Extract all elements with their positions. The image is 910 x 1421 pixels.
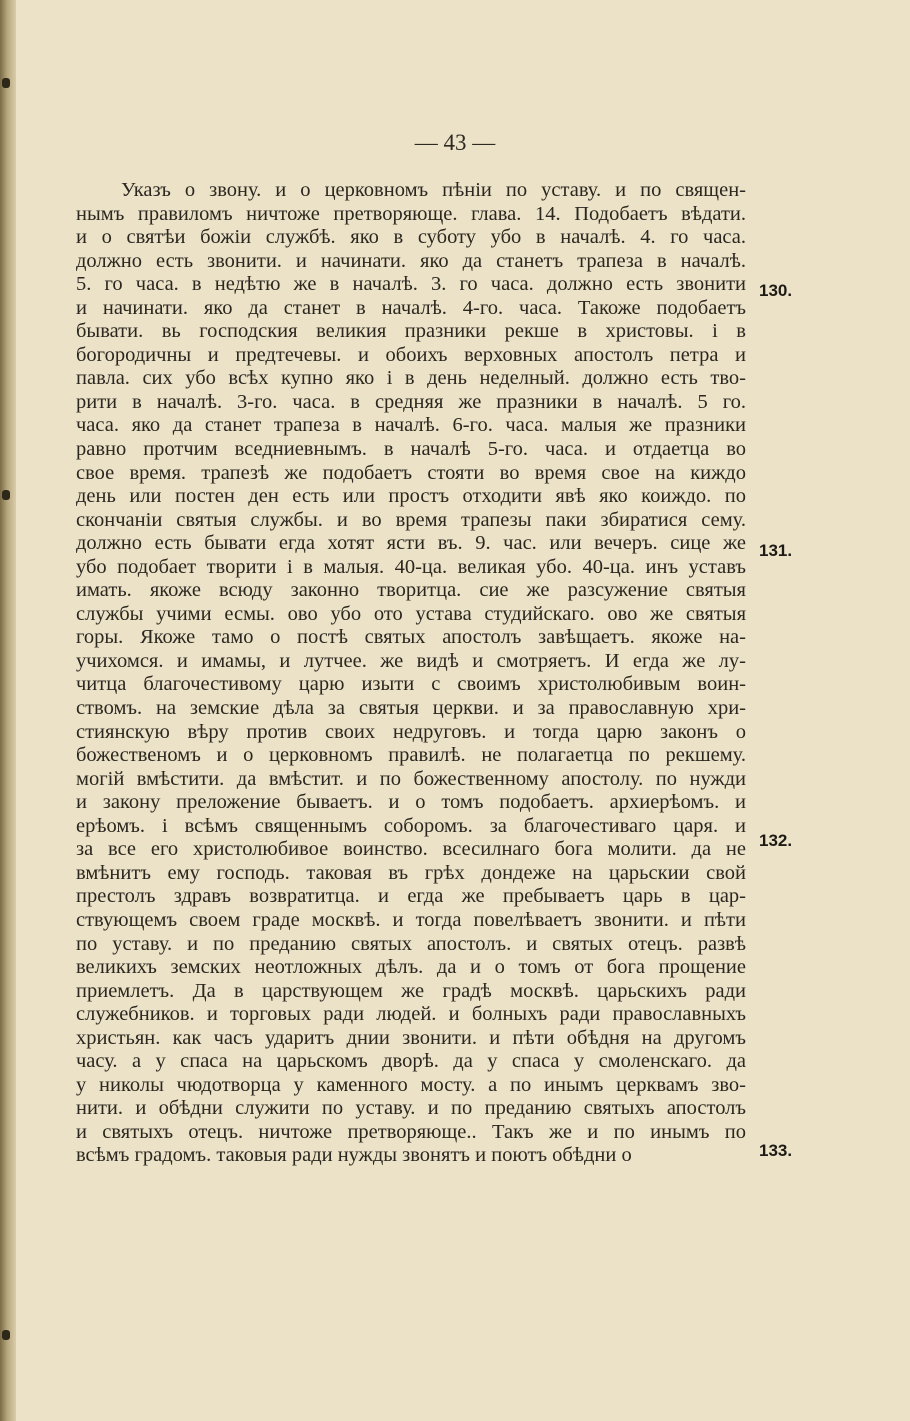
- text-line: престолъ здравъ возвратитца. и егда же пребываетъ царь в цар-: [76, 885, 746, 908]
- text-line: и начинати. яко да станет в началѣ. 4-го. часа. Такоже подобаетъ: [76, 296, 746, 319]
- book-spine: [0, 0, 16, 1421]
- text-line: нымъ правиломъ ничтоже претворяюще. глава. 14. Подобаетъ вѣдати.: [76, 202, 746, 225]
- text-line: стиянскую вѣру против своих недруговъ. и тогда царю законъ о: [76, 720, 746, 743]
- binding-mark: [2, 490, 10, 500]
- text-line: нити. и обѣдни служити по уставу. и по преданию святыхъ апостолъ: [76, 1097, 746, 1120]
- text-line: служебников. и торговых ради людей. и болныхъ ради православныхъ: [76, 1003, 746, 1026]
- text-line: христьян. как часъ ударитъ днии звонити. и пѣти обѣдня на другомъ: [76, 1026, 746, 1049]
- margin-note: 130.: [759, 281, 793, 300]
- text-line: день или постен ден есть или простъ отходити явѣ яко коиждо. по: [76, 485, 746, 508]
- text-line: службы учими есмы. ово убо ото устава студийскаго. ово же святыя: [76, 602, 746, 625]
- text-line: 5. го часа. в недѣтю же в началѣ. 3. го часа. должно есть звонити: [76, 273, 746, 296]
- text-line: ерѣомъ. і всѣмъ священнымъ соборомъ. за благочестиваго царя. и: [76, 814, 746, 837]
- text-line: часа. яко да станет трапеза в началѣ. 6-го. часа. малыя же празники: [76, 414, 746, 437]
- text-line: и святыхъ отецъ. ничтоже претворяюще.. Такъ же и по инымъ по: [76, 1120, 746, 1143]
- text-line: вмѣнитъ ему господь. таковая въ грѣх дондеже на царьскии свой: [76, 861, 746, 884]
- text-line: приемлетъ. Да в царствующем же градѣ москвѣ. царьскихъ ради: [76, 979, 746, 1002]
- text-line: по уставу. и по преданию святых апостолъ. и святых отецъ. развѣ: [76, 932, 746, 955]
- text-line: ствующемъ своем граде москвѣ. и тогда повелѣваетъ звонити. и пѣти: [76, 908, 746, 931]
- margin-note: 131.: [759, 541, 793, 560]
- page-number: — 43 —: [414, 130, 496, 155]
- text-line: и закону преложение бываетъ. и о томъ подобаетъ. архиерѣомъ. и: [76, 791, 746, 814]
- text-line: читца благочестивому царю изыти с своимъ христолюбивым воин-: [76, 673, 746, 696]
- text-line: богородичны и предтечевы. и обоихъ верховных апостолъ петра и: [76, 343, 746, 366]
- binding-mark: [2, 78, 10, 88]
- text-line: бывати. вь господския великия празники рекше в христовы. і в: [76, 320, 746, 343]
- text-line: Указъ о звону. и о церковномъ пѣніи по уставу. и по священ-: [121, 179, 746, 201]
- text-line: должно есть звонити. и начинати. яко да станетъ трапеза в началѣ.: [76, 249, 746, 272]
- text-line: свое время. трапезѣ же подобаетъ стояти во время свое на киждо: [76, 461, 746, 484]
- text-line: убо подобает творити і в малыя. 40-ца. великая убо. 40-ца. инъ уставъ: [76, 555, 746, 578]
- text-line: павла. сих убо всѣх купно яко і в день неделный. должно есть тво-: [76, 367, 746, 390]
- text-line: рити в началѣ. 3-го. часа. в средняя же празники в началѣ. 5 го.: [76, 390, 746, 413]
- margin-note: 132.: [759, 831, 793, 850]
- text-line: часу. а у спаса на царьскомъ дворѣ. да у спаса у смоленскаго. да: [76, 1050, 746, 1073]
- text-line: всѣмъ градомъ. таковыя ради нужды звонятъ и поютъ обѣдни о: [76, 1144, 632, 1167]
- text-line: имать. якоже всюду законно творитца. сие же разсужение святыя: [76, 579, 746, 602]
- text-line: горы. Якоже тамо о постѣ святых апостолъ завѣщаетъ. якоже на-: [76, 626, 746, 649]
- text-line: за все его христолюбивое воинство. всесилнаго бога молити. да не: [76, 838, 746, 861]
- margin-note: 133.: [759, 1141, 793, 1160]
- body-text: [76, 179, 746, 1168]
- text-line: равно протчим вседниевнымъ. в началѣ 5-го. часа. и отдаетца во: [76, 438, 746, 461]
- text-line: и о святѣи божіи службѣ. яко в суботу убо в началѣ. 4. го часа.: [76, 226, 746, 249]
- text-line: скончаніи святыя службы. и во время трапезы паки збиратися сему.: [76, 508, 746, 531]
- text-line: учихомся. и имамы, и лутчее. же видѣ и смотряетъ. И егда же лу-: [76, 649, 746, 672]
- text-line: должно есть бывати егда хотят ясти въ. 9. час. или вечеръ. сице же: [76, 532, 746, 555]
- text-line: ствомъ. на земские дѣла за святыя церкви. и за православную хри-: [76, 697, 746, 720]
- binding-mark: [2, 1330, 10, 1340]
- text-line: великихъ земских неотложных дѣлъ. да и о томъ от бога прощение: [76, 956, 746, 979]
- text-line: божественомъ и о церковномъ правилѣ. не полагаетца по рекшему.: [76, 744, 746, 767]
- text-line: могій вмѣстити. да вмѣстит. и по божественному апостолу. по нужди: [76, 767, 746, 790]
- text-line: у николы чюдотворца у каменного мосту. а по инымъ церквамъ зво-: [76, 1073, 746, 1096]
